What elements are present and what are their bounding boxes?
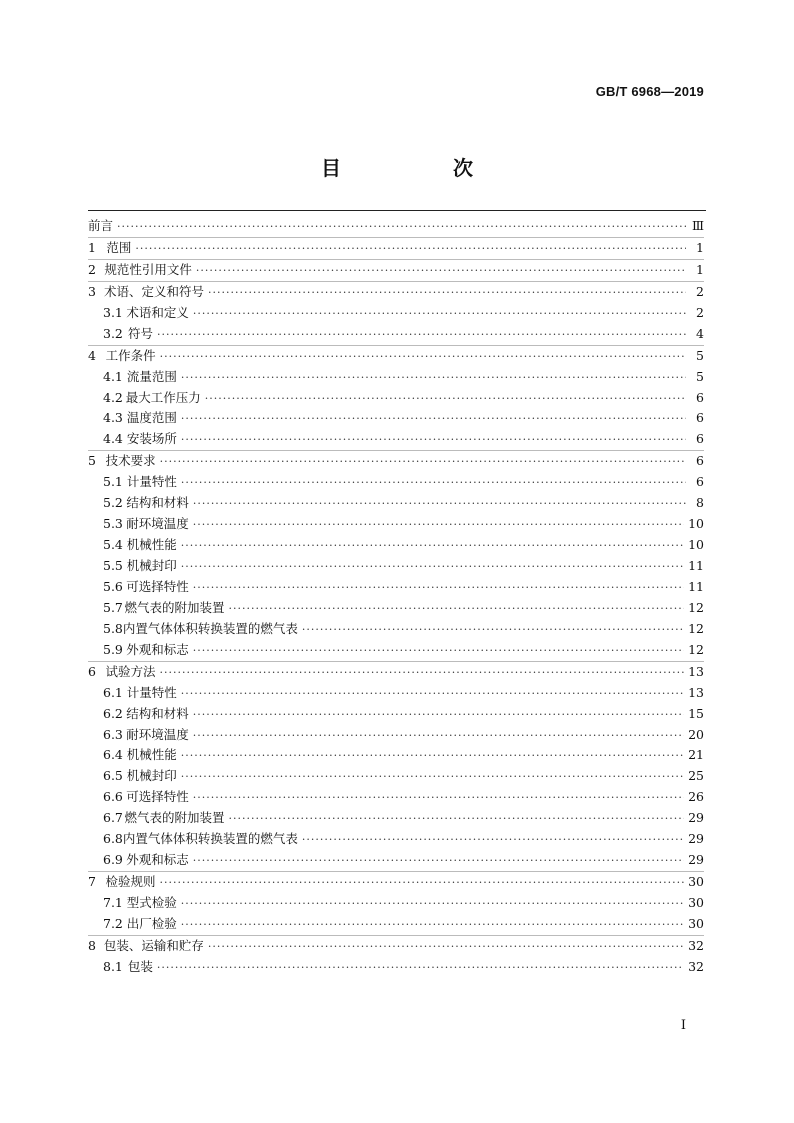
toc-dot-leader bbox=[157, 958, 684, 979]
toc-dot-leader bbox=[117, 217, 686, 238]
toc-entry-page: 13 bbox=[688, 684, 704, 700]
toc-entry[interactable] bbox=[88, 324, 704, 345]
toc-entry-number: 1 bbox=[88, 239, 96, 255]
toc-dot-leader bbox=[160, 663, 685, 684]
toc-entry-page: 1 bbox=[696, 261, 704, 277]
toc-entry-label: 术语、定义和符号 bbox=[103, 283, 204, 299]
toc-entry-number: 7.1 bbox=[103, 895, 123, 910]
toc-entry-number: 3.2 bbox=[103, 325, 123, 341]
toc-entry-page: 6 bbox=[696, 474, 704, 490]
toc-entry[interactable] bbox=[88, 829, 704, 850]
toc-entry-page: 32 bbox=[688, 937, 704, 953]
toc-entry[interactable] bbox=[88, 619, 704, 640]
toc-entry-page: 29 bbox=[688, 852, 704, 868]
toc-entry-label: 机械性能 bbox=[126, 537, 177, 553]
toc-entry-number: 4.2 bbox=[103, 389, 123, 405]
toc-entry-page: 6 bbox=[696, 389, 704, 405]
toc-entry-page: 32 bbox=[688, 958, 704, 974]
toc-dot-leader bbox=[193, 788, 684, 809]
toc-entry-page: Ⅲ bbox=[691, 218, 704, 233]
toc-entry[interactable] bbox=[88, 704, 704, 725]
toc-entry-page: 29 bbox=[688, 831, 704, 847]
toc-entry[interactable] bbox=[88, 388, 704, 409]
toc-dot-leader bbox=[160, 347, 686, 368]
toc-entry-number: 6.7 bbox=[103, 810, 123, 826]
toc-entry-number: 5.8 bbox=[103, 620, 123, 636]
toc-entry[interactable] bbox=[88, 450, 704, 472]
page-folio: I bbox=[680, 1018, 686, 1033]
toc-entry[interactable] bbox=[88, 640, 704, 661]
toc-entry-number: 3 bbox=[88, 283, 96, 299]
toc-dot-leader bbox=[208, 283, 686, 304]
toc-entry[interactable] bbox=[88, 472, 704, 493]
toc-entry-number: 5.9 bbox=[103, 641, 123, 657]
toc-entry-number: 3.1 bbox=[103, 304, 123, 320]
toc-entry-page: 12 bbox=[688, 641, 704, 657]
toc-entry-number: 5.7 bbox=[103, 599, 123, 615]
toc-dot-leader bbox=[181, 767, 684, 788]
toc-entry-page: 10 bbox=[688, 537, 704, 553]
toc-entry-number: 5.1 bbox=[103, 474, 123, 490]
toc-entry-page: 1 bbox=[696, 239, 704, 255]
toc-entry[interactable] bbox=[88, 408, 704, 429]
toc-entry-page: 30 bbox=[688, 874, 704, 890]
toc-entry-number: 6.4 bbox=[103, 747, 123, 763]
toc-entry[interactable] bbox=[88, 725, 704, 746]
toc-entry-page: 8 bbox=[696, 495, 704, 511]
toc-entry-page: 6 bbox=[696, 410, 704, 426]
toc-entry[interactable] bbox=[88, 661, 704, 683]
toc-entry[interactable] bbox=[88, 216, 704, 237]
toc-entry-number: 6.5 bbox=[103, 768, 123, 784]
toc-dot-leader bbox=[181, 746, 684, 767]
toc-entry[interactable] bbox=[88, 871, 704, 893]
toc-entry[interactable] bbox=[88, 514, 704, 535]
toc-entry-page: 5 bbox=[696, 347, 704, 363]
toc-entry[interactable] bbox=[88, 556, 704, 577]
toc-entry[interactable] bbox=[88, 893, 704, 914]
toc-dot-leader bbox=[193, 705, 684, 726]
toc-entry[interactable] bbox=[88, 745, 704, 766]
toc-dot-leader bbox=[302, 830, 684, 851]
toc-entry-number: 6.3 bbox=[103, 726, 123, 742]
toc-dot-leader bbox=[193, 726, 684, 747]
toc-entry[interactable] bbox=[88, 683, 704, 704]
toc-entry-label: 结构和材料 bbox=[126, 495, 189, 511]
toc-entry-label: 可选择特性 bbox=[126, 578, 189, 594]
toc-entry-page: 4 bbox=[696, 325, 704, 341]
toc-entry[interactable] bbox=[88, 281, 704, 303]
toc-entry-number: 5.4 bbox=[103, 537, 123, 553]
toc-entry[interactable] bbox=[88, 787, 704, 808]
toc-dot-leader bbox=[208, 937, 684, 958]
toc-entry[interactable] bbox=[88, 914, 704, 935]
toc-entry[interactable] bbox=[88, 577, 704, 598]
toc-entry-label: 安装场所 bbox=[126, 431, 177, 447]
toc-entry-label: 机械封印 bbox=[126, 558, 177, 573]
toc-dot-leader bbox=[135, 239, 686, 260]
toc-entry-page: 26 bbox=[688, 789, 704, 805]
toc-entry[interactable] bbox=[88, 237, 704, 259]
toc-entry-number: 4.1 bbox=[103, 368, 123, 384]
toc-entry[interactable] bbox=[88, 957, 704, 978]
toc-dot-leader bbox=[193, 515, 684, 536]
toc-entry-page: 12 bbox=[688, 620, 704, 636]
toc-entry-label: 型式检验 bbox=[126, 895, 177, 910]
toc-entry[interactable] bbox=[88, 303, 704, 324]
toc-entry[interactable] bbox=[88, 367, 704, 388]
standard-number: GB/T 6968—2019 bbox=[595, 84, 704, 99]
toc-entry-number: 6.1 bbox=[103, 684, 123, 700]
title-divider bbox=[88, 210, 706, 211]
toc-entry-page: 11 bbox=[688, 578, 704, 594]
toc-entry-label: 检验规则 bbox=[105, 874, 156, 890]
toc-entry-label: 前言 bbox=[88, 218, 114, 233]
toc-dot-leader bbox=[193, 851, 684, 872]
toc-entry-number: 8 bbox=[88, 937, 96, 953]
toc-entry-label: 出厂检验 bbox=[126, 915, 177, 931]
toc-entry-number: 4 bbox=[88, 347, 96, 363]
toc-entry-label: 可选择特性 bbox=[126, 789, 189, 805]
toc-entry-number: 6.8 bbox=[103, 831, 123, 847]
toc-entry[interactable] bbox=[88, 345, 704, 367]
toc-dot-leader bbox=[181, 684, 684, 705]
toc-entry-label: 内置气体体积转换装置的燃气表 bbox=[122, 620, 298, 636]
toc-entry-number: 5 bbox=[88, 453, 96, 469]
toc-entry-label: 机械性能 bbox=[126, 747, 177, 763]
toc-entry-page: 30 bbox=[688, 895, 704, 910]
toc-entry-page: 2 bbox=[696, 304, 704, 320]
toc-entry-number: 6.9 bbox=[103, 852, 123, 868]
toc-dot-leader bbox=[196, 261, 686, 282]
toc-entry-label: 机械封印 bbox=[126, 768, 177, 784]
toc-dot-leader bbox=[193, 641, 684, 662]
toc-entry-number: 4.4 bbox=[103, 431, 123, 447]
toc-entry-label: 包装 bbox=[127, 958, 153, 974]
toc-entry-page: 10 bbox=[688, 516, 704, 532]
toc-entry[interactable] bbox=[88, 935, 704, 957]
toc-dot-leader bbox=[181, 894, 684, 915]
toc-entry-label: 工作条件 bbox=[105, 347, 156, 363]
toc-entry-page: 29 bbox=[688, 810, 704, 826]
toc-entry-label: 规范性引用文件 bbox=[104, 261, 192, 277]
toc-entry-page: 12 bbox=[688, 599, 704, 615]
toc-entry-label: 燃气表的附加装置 bbox=[124, 599, 225, 615]
toc-entry-label: 内置气体体积转换装置的燃气表 bbox=[122, 831, 298, 847]
toc-entry-number: 5.2 bbox=[103, 495, 123, 511]
page-title: 目 次 bbox=[321, 156, 519, 180]
toc-entry-label: 试验方法 bbox=[105, 663, 156, 679]
toc-entry-page: 6 bbox=[696, 431, 704, 447]
toc-entry-label: 术语和定义 bbox=[126, 304, 189, 320]
toc-entry-label: 温度范围 bbox=[126, 410, 177, 426]
toc-dot-leader bbox=[181, 915, 684, 936]
toc-dot-leader bbox=[160, 873, 685, 894]
toc-entry-page: 30 bbox=[688, 915, 704, 931]
toc-entry-label: 范围 bbox=[106, 239, 132, 255]
toc-dot-leader bbox=[181, 368, 686, 389]
toc-entry[interactable] bbox=[88, 259, 704, 281]
toc-dot-leader bbox=[229, 809, 685, 830]
toc-entry-number: 7 bbox=[88, 874, 96, 890]
toc-entry-label: 耐环境温度 bbox=[126, 726, 189, 742]
toc-entry-number: 6.2 bbox=[103, 705, 123, 721]
toc-entry-label: 结构和材料 bbox=[126, 705, 189, 721]
toc-entry-number: 5.5 bbox=[103, 558, 123, 573]
toc-dot-leader bbox=[181, 409, 686, 430]
toc-entry-number: 8.1 bbox=[103, 958, 123, 974]
toc-entry-page: 21 bbox=[688, 747, 704, 763]
toc-dot-leader bbox=[229, 599, 685, 620]
toc-dot-leader bbox=[181, 536, 684, 557]
toc-entry-number: 5.3 bbox=[103, 516, 123, 532]
toc-entry[interactable] bbox=[88, 493, 704, 514]
toc-entry-label: 外观和标志 bbox=[126, 852, 189, 868]
toc-entry-number: 4.3 bbox=[103, 410, 123, 426]
toc-entry-page: 20 bbox=[688, 726, 704, 742]
toc-entry[interactable] bbox=[88, 535, 704, 556]
toc-dot-leader bbox=[181, 430, 686, 451]
toc-entry-label: 符号 bbox=[128, 325, 154, 341]
toc-dot-leader bbox=[193, 494, 686, 515]
toc-entry-label: 计量特性 bbox=[126, 684, 177, 700]
toc-entry-number: 6.6 bbox=[103, 789, 123, 805]
toc-entry-page: 25 bbox=[688, 768, 704, 784]
toc-entry[interactable] bbox=[88, 850, 704, 871]
toc-entry-page: 2 bbox=[696, 283, 704, 299]
toc-dot-leader bbox=[160, 452, 686, 473]
toc-entry-page: 15 bbox=[688, 705, 704, 721]
toc-entry-number: 2 bbox=[88, 261, 96, 277]
toc-entry-label: 最大工作压力 bbox=[125, 389, 201, 405]
toc-dot-leader bbox=[193, 304, 686, 325]
toc-entry-label: 外观和标志 bbox=[126, 641, 189, 657]
toc-entry-label: 燃气表的附加装置 bbox=[124, 810, 225, 826]
toc-entry[interactable] bbox=[88, 598, 704, 619]
toc-dot-leader bbox=[157, 325, 686, 346]
toc-entry-page: 6 bbox=[696, 453, 704, 469]
toc-entry-number: 6 bbox=[88, 663, 96, 679]
toc-entry-page: 5 bbox=[696, 368, 704, 384]
toc-dot-leader bbox=[181, 473, 686, 494]
toc-entry-number: 5.6 bbox=[103, 578, 123, 594]
toc-entry-label: 计量特性 bbox=[126, 474, 177, 490]
toc-entry-label: 包装、运输和贮存 bbox=[103, 937, 204, 953]
toc-dot-leader bbox=[205, 389, 686, 410]
toc-entry-number: 7.2 bbox=[103, 915, 123, 931]
toc-entry-page: 13 bbox=[688, 663, 704, 679]
toc-dot-leader bbox=[302, 620, 684, 641]
toc-dot-leader bbox=[193, 578, 684, 599]
toc-entry-label: 流量范围 bbox=[126, 368, 177, 384]
toc-list bbox=[88, 216, 704, 978]
toc-entry[interactable] bbox=[88, 766, 704, 787]
toc-entry-label: 技术要求 bbox=[105, 453, 156, 469]
toc-entry[interactable] bbox=[88, 429, 704, 450]
toc-dot-leader bbox=[181, 557, 684, 578]
toc-entry-label: 耐环境温度 bbox=[126, 516, 189, 532]
toc-entry-page: 11 bbox=[688, 558, 704, 573]
toc-entry[interactable] bbox=[88, 808, 704, 829]
